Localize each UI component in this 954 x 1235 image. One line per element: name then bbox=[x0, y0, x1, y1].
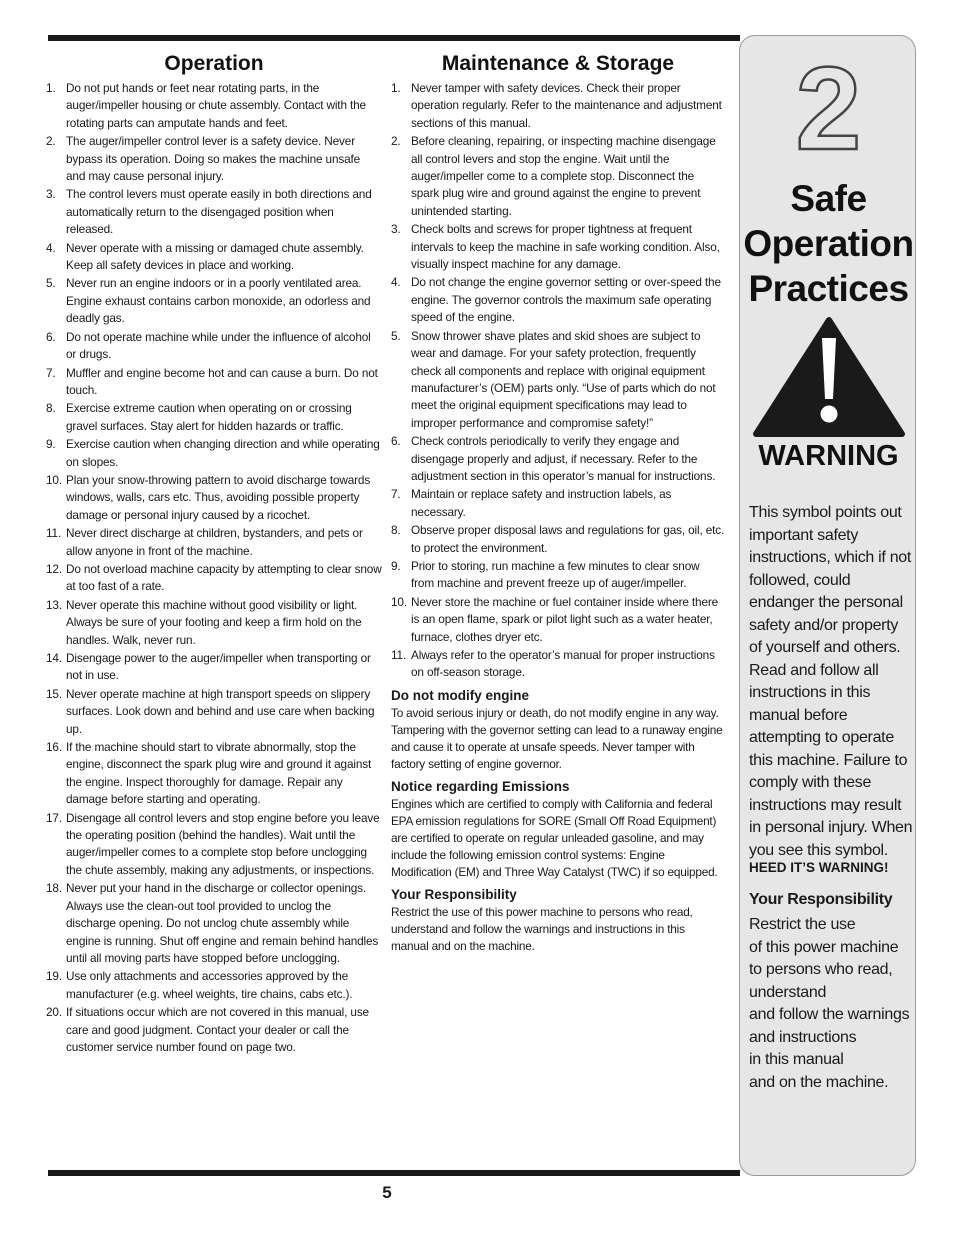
list-item-number: 5. bbox=[391, 328, 401, 343]
list-item-text: Exercise extreme caution when operating on or crossing gravel surfaces. Stay alert for hidden hazards or traffic. bbox=[66, 401, 352, 433]
chapter-number: 2 bbox=[795, 43, 862, 175]
list-item-number: 4. bbox=[46, 240, 56, 255]
maintenance-column bbox=[391, 52, 725, 955]
responsibility-text: Restrict the use of this power machine to persons who read, understand and follow the warnings and instructions in this manual and on the machine. bbox=[391, 904, 693, 953]
bottom-rule bbox=[48, 1170, 740, 1176]
chapter-sidebar bbox=[739, 35, 916, 1176]
list-item-text: Never run an engine indoors or in a poorly ventilated area. Engine exhaust contains carbon monoxide, an odorless and deadly gas. bbox=[66, 276, 371, 326]
sidebar-responsibility-line: and instructions bbox=[749, 1028, 857, 1046]
list-item-text: Never direct discharge at children, bystanders, and pets or allow anyone in front of the machine. bbox=[66, 526, 363, 558]
list-item bbox=[46, 133, 382, 185]
operation-heading: Operation bbox=[164, 52, 264, 75]
list-item-number: 2. bbox=[46, 134, 56, 149]
list-item-number: 20. bbox=[46, 1005, 62, 1020]
list-item-number: 15. bbox=[46, 686, 62, 701]
list-item-text: Never put your hand in the discharge or collector openings. Always use the clean-out tool provided to unclog the discharge opening. Do not unclog chute assembly while engine is running. Shut off engine and remain behind handles until all moving parts have stopped before unclogging. bbox=[66, 881, 379, 965]
list-item-number: 16. bbox=[46, 740, 62, 755]
list-item-number: 14. bbox=[46, 651, 62, 665]
maintenance-list bbox=[391, 80, 725, 682]
emissions-text: Engines which are certified to comply with California and federal EPA emission regulations for SORE (Small Off Road Equipment) are certified to operate on regular unleaded gasoline, and may include the following emission control systems: Engine Modification (EM) and Three Way Catalyst (TWC) if so equipped. bbox=[391, 796, 718, 879]
sidebar-responsibility-line: and on the machine. bbox=[749, 1073, 889, 1091]
list-item-number: 8. bbox=[46, 401, 56, 416]
list-item bbox=[391, 594, 725, 646]
list-item-text: Plan your snow-throwing pattern to avoid discharge towards windows, walls, cars etc. Thus, avoiding possible property damage or personal injury caused by a ricochet. bbox=[66, 472, 371, 522]
list-item bbox=[391, 522, 725, 557]
list-item-number: 18. bbox=[46, 881, 62, 896]
operation-list bbox=[46, 80, 382, 1056]
list-item-text: Maintain or replace safety and instruction labels, as necessary. bbox=[411, 487, 672, 519]
warning-label: WARNING bbox=[758, 440, 899, 472]
list-item bbox=[391, 221, 725, 273]
list-item-number: 2. bbox=[391, 134, 401, 149]
list-item-text: If the machine should start to vibrate abnormally, stop the engine, disconnect the spark plug wire and ground it against the engine. Inspect thoroughly for damage. Repair any damage before starting and operating. bbox=[66, 740, 372, 807]
sidebar-responsibility-line: in this manual bbox=[749, 1051, 844, 1068]
list-item bbox=[46, 365, 382, 400]
list-item bbox=[46, 561, 382, 596]
list-item bbox=[46, 80, 382, 132]
list-item-number: 3. bbox=[391, 222, 401, 237]
sidebar-responsibility-line: to persons who read, bbox=[749, 961, 893, 978]
warning-intro-text: This symbol points out important safety instructions, which if not followed, could endanger the personal safety and/or property of yourself and others. Read and follow all instructions in this manual before attempting to operate this machine. Failure to comply with these instructions may result in personal injury. When you see this symbol. bbox=[749, 504, 913, 859]
operation-column bbox=[46, 52, 382, 1057]
list-item bbox=[46, 880, 382, 967]
list-item-number: 11. bbox=[46, 526, 62, 541]
list-item bbox=[46, 1004, 382, 1056]
list-item-text: Do not operate machine while under the influence of alcohol or drugs. bbox=[66, 329, 371, 362]
list-item bbox=[391, 558, 725, 593]
list-item-number: 11. bbox=[391, 648, 407, 662]
list-item bbox=[46, 436, 382, 471]
warning-triangle-icon bbox=[752, 316, 906, 438]
list-item-number: 8. bbox=[391, 523, 401, 538]
list-item bbox=[391, 80, 725, 132]
list-item bbox=[46, 329, 382, 364]
modify-engine-heading: Do not modify engine bbox=[391, 687, 529, 703]
list-item-number: 6. bbox=[391, 434, 401, 449]
list-item-text: Disengage power to the auger/impeller when transporting or not in use. bbox=[66, 651, 371, 683]
list-item-text: Never operate with a missing or damaged chute assembly. Keep all safety devices in place and working. bbox=[66, 240, 364, 273]
list-item-text: Check controls periodically to verify they engage and disengage properly and adjust, if necessary. Refer to the adjustment section in this operator’s manual for instructions. bbox=[411, 434, 716, 483]
list-item-text: Never operate machine at high transport speeds on slippery surfaces. Look down and behind and use care when backing up. bbox=[66, 686, 375, 736]
list-item-text: Snow thrower shave plates and skid shoes are subject to wear and damage. For your safety protection, frequently check all components and replace with original equipment manufacturer’s (OEM) parts only. “Use of parts which do not meet the original equipment specifications may lead to improper performance and compromise safety!” bbox=[411, 328, 716, 430]
list-item-text: The auger/impeller control lever is a safety device. Never bypass its operation. Doing so makes the machine unsafe and may cause personal injury. bbox=[66, 134, 361, 184]
list-item-number: 3. bbox=[46, 187, 56, 202]
list-item-text: Observe proper disposal laws and regulations for gas, oil, etc. to protect the environment. bbox=[411, 523, 725, 555]
list-item-text: Before cleaning, repairing, or inspecting machine disengage all control levers and stop the engine. Wait until the auger/impeller come to a complete stop. Disconnect the spark plug wire and ground against the engine to prevent unintended starting. bbox=[411, 134, 716, 218]
list-item-number: 10. bbox=[46, 472, 62, 487]
heed-warning-text: HEED IT’S WARNING! bbox=[749, 860, 889, 875]
list-item-text: Never operate this machine without good visibility or light. Always be sure of your footing and keep a firm hold on the handles. Walk, never run. bbox=[66, 597, 362, 647]
list-item bbox=[46, 275, 382, 327]
list-item bbox=[46, 739, 382, 809]
list-item-number: 12. bbox=[46, 561, 62, 576]
page-number: 5 bbox=[382, 1183, 392, 1202]
list-item-text: Check bolts and screws for proper tightness at frequent intervals to keep the machine in safe working condition. Also, visually inspect machine for any damage. bbox=[411, 222, 720, 272]
list-item bbox=[46, 240, 382, 275]
sidebar-responsibility-text bbox=[749, 914, 914, 1094]
list-item bbox=[46, 686, 382, 738]
modify-engine-text: To avoid serious injury or death, do not modify engine in any way. Tampering with the governor setting can lead to a runaway engine and cause it to operate at unsafe speeds. Never tamper with factory setting of engine governor. bbox=[391, 705, 723, 771]
list-item-number: 1. bbox=[391, 81, 401, 95]
chapter-title-line: Operation bbox=[743, 223, 914, 264]
list-item-number: 6. bbox=[46, 329, 56, 344]
responsibility-heading: Your Responsibility bbox=[391, 886, 517, 902]
list-item-text: Do not change the engine governor setting or over-speed the engine. The governor controls the maximum safe operating speed of the engine. bbox=[411, 275, 721, 325]
list-item-number: 13. bbox=[46, 597, 62, 612]
sidebar-responsibility-line: and follow the warnings bbox=[749, 1006, 910, 1023]
chapter-title bbox=[740, 176, 917, 311]
list-item-number: 9. bbox=[46, 437, 56, 452]
list-item-number: 1. bbox=[46, 81, 56, 95]
list-item bbox=[391, 647, 725, 682]
list-item bbox=[46, 968, 382, 1003]
list-item bbox=[46, 472, 382, 524]
list-item-number: 7. bbox=[46, 365, 56, 380]
list-item-text: If situations occur which are not covered in this manual, use care and good judgment. Contact your dealer or call the customer service number found on page two. bbox=[66, 1005, 369, 1054]
list-item-text: Disengage all control levers and stop engine before you leave the operating position (behind the handles). Wait until the auger/impeller comes to a complete stop before unclogging the chute assembly, making any adjustments, or inspections. bbox=[66, 810, 380, 877]
chapter-title-line: Safe bbox=[790, 178, 867, 219]
list-item bbox=[391, 274, 725, 326]
list-item bbox=[391, 328, 725, 432]
emissions-heading: Notice regarding Emissions bbox=[391, 778, 570, 794]
list-item-text: Do not put hands or feet near rotating parts, in the auger/impeller housing or chute assembly. Contact with the rotating parts can amputate hands and feet. bbox=[66, 81, 366, 130]
list-item-number: 17. bbox=[46, 810, 62, 825]
list-item-text: Never tamper with safety devices. Check their proper operation regularly. Refer to the maintenance and adjustment sections of this manual. bbox=[411, 81, 722, 130]
list-item-number: 7. bbox=[391, 487, 401, 502]
list-item-text: Never store the machine or fuel container inside where there is an open flame, spark or pilot light such as a water heater, furnace, clothes dryer etc. bbox=[411, 594, 719, 644]
list-item bbox=[46, 810, 382, 880]
sidebar-responsibility-line: understand bbox=[749, 983, 827, 1001]
list-item-number: 5. bbox=[46, 276, 56, 291]
list-item bbox=[46, 597, 382, 649]
list-item-number: 19. bbox=[46, 969, 62, 984]
list-item-text: The control levers must operate easily in both directions and automatically return to the disengaged position when released. bbox=[66, 187, 372, 237]
list-item-number: 4. bbox=[391, 275, 401, 290]
list-item bbox=[391, 133, 725, 220]
list-item bbox=[46, 650, 382, 685]
list-item-number: 9. bbox=[391, 558, 401, 573]
list-item-text: Use only attachments and accessories approved by the manufacturer (e.g. wheel weights, tire chains, cabs etc.). bbox=[66, 969, 353, 1001]
list-item bbox=[391, 433, 725, 485]
list-item bbox=[46, 525, 382, 560]
list-item bbox=[46, 186, 382, 238]
list-item-text: Muffler and engine become hot and can cause a burn. Do not touch. bbox=[66, 365, 378, 397]
list-item-text: Prior to storing, run machine a few minutes to clear snow from machine and prevent freeze up of auger/impeller. bbox=[411, 558, 700, 591]
list-item-text: Exercise caution when changing direction and while operating on slopes. bbox=[66, 437, 380, 469]
list-item-text: Always refer to the operator’s manual for proper instructions on off-season storage. bbox=[411, 648, 715, 680]
list-item bbox=[46, 400, 382, 435]
sidebar-responsibility-line: Restrict the use bbox=[749, 916, 856, 933]
maintenance-heading: Maintenance & Storage bbox=[441, 52, 675, 75]
sidebar-responsibility-heading: Your Responsibility bbox=[749, 891, 893, 908]
list-item bbox=[391, 486, 725, 521]
list-item-text: Do not overload machine capacity by attempting to clear snow at too fast of a rate. bbox=[66, 561, 382, 594]
chapter-title-line: Practices bbox=[748, 268, 909, 309]
sidebar-responsibility-line: of this power machine bbox=[749, 938, 899, 956]
list-item-number: 10. bbox=[391, 594, 407, 609]
top-rule bbox=[48, 35, 740, 41]
